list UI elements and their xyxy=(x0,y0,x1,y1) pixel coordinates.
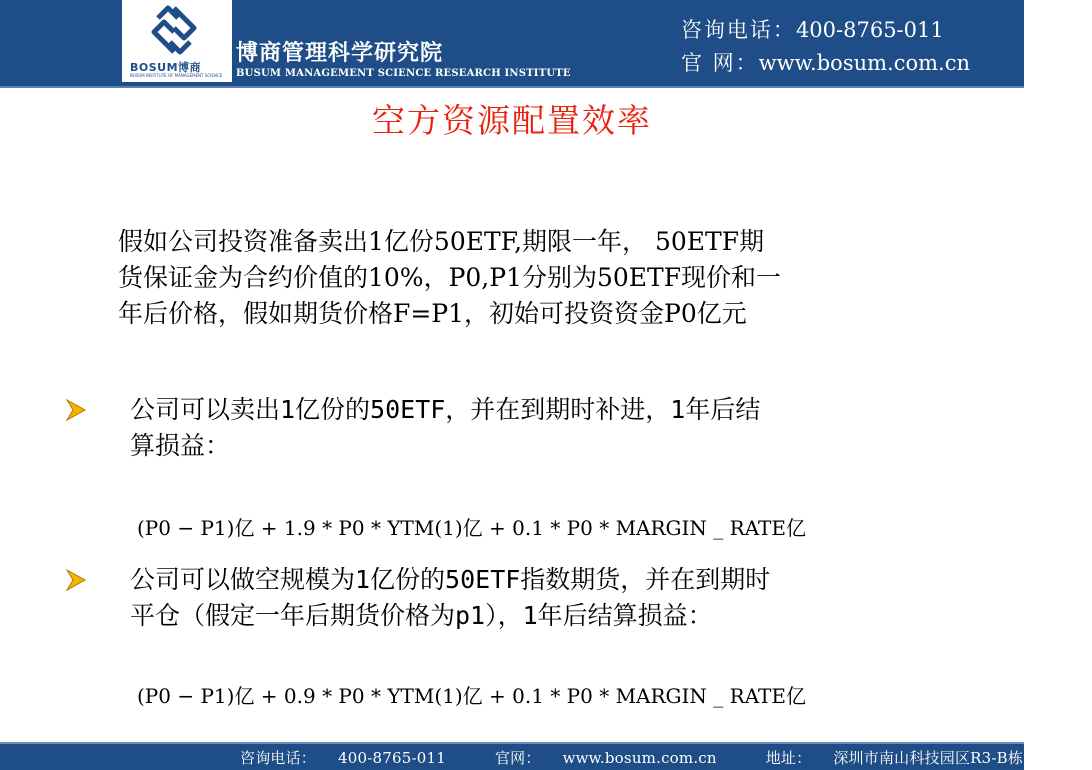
bosum-logo-icon xyxy=(146,4,202,56)
footer-site-group xyxy=(495,749,739,767)
footer-phone: 400-8765-011 xyxy=(338,749,446,767)
footer-phone-group xyxy=(240,749,468,767)
logo-subtext: BOSUM INSTITUTE OF MANAGEMENT SCIENCE xyxy=(130,73,223,78)
header-site-link[interactable]: www.bosum.com.cn xyxy=(758,51,970,75)
footer-phone-label: 咨询电话： xyxy=(240,749,317,767)
bullet-line: 公司可以卖出1亿份的50ETF，并在到期时补进，1年后结 xyxy=(130,395,761,424)
footer-bar xyxy=(0,742,1049,770)
header-site-row xyxy=(681,47,970,80)
intro-line: 货保证金为合约价值的10%，P0,P1分别为50ETF现价和一 xyxy=(118,263,782,292)
footer-site-link[interactable]: www.bosum.com.cn xyxy=(562,749,717,767)
bullet-line: 公司可以做空规模为1亿份的50ETF指数期货，并在到期时 xyxy=(130,565,771,594)
institute-name-cn: 博商管理科学研究院 xyxy=(236,40,444,66)
header-site-label: 官 网： xyxy=(680,51,759,75)
bullet-line: 平仓（假定一年后期货价格为p1），1年后结算损益： xyxy=(130,601,713,630)
logo xyxy=(122,0,232,82)
formula: (P0 − P1)亿 + 1.9 * P0 * YTM(1)亿 + 0.1 * P0 * MARGIN _ RATE亿 xyxy=(137,516,806,540)
formula: (P0 − P1)亿 + 0.9 * P0 * YTM(1)亿 + 0.1 * P0 * MARGIN _ RATE亿 xyxy=(137,684,806,708)
intro-line: 年后价格，假如期货价格F=P1，初始可投资资金P0亿元 xyxy=(118,299,747,328)
header-phone: 400-8765-011 xyxy=(795,18,944,42)
header-contact xyxy=(681,14,970,80)
bullet-text xyxy=(130,562,980,634)
header-divider xyxy=(0,86,1024,88)
logo-wordmark: BOSUM博商 xyxy=(130,61,202,74)
header-bar xyxy=(0,0,1024,86)
footer-site-label: 官网： xyxy=(494,749,541,767)
intro-line: 假如公司投资准备卖出1亿份50ETF,期限一年， 50ETF期 xyxy=(118,227,765,256)
header-phone-label: 咨询电话： xyxy=(680,18,796,42)
footer-contact xyxy=(240,747,1092,768)
bullet-line: 算损益： xyxy=(130,431,231,460)
arrow-bullet-icon xyxy=(64,392,88,428)
slide-title: 空方资源配置效率 xyxy=(372,101,652,140)
footer-address-group xyxy=(766,749,1070,767)
intro-paragraph xyxy=(118,224,968,332)
footer-address: 深圳市南山科技园区R3-B栋2楼 xyxy=(833,749,1049,767)
arrow-bullet-icon xyxy=(64,562,88,598)
footer-address-label: 地址： xyxy=(765,749,812,767)
institute-name-en: BUSUM MANAGEMENT SCIENCE RESEARCH INSTITUTE xyxy=(236,68,571,79)
bullet-text xyxy=(130,392,980,464)
header-phone-row xyxy=(681,14,970,47)
